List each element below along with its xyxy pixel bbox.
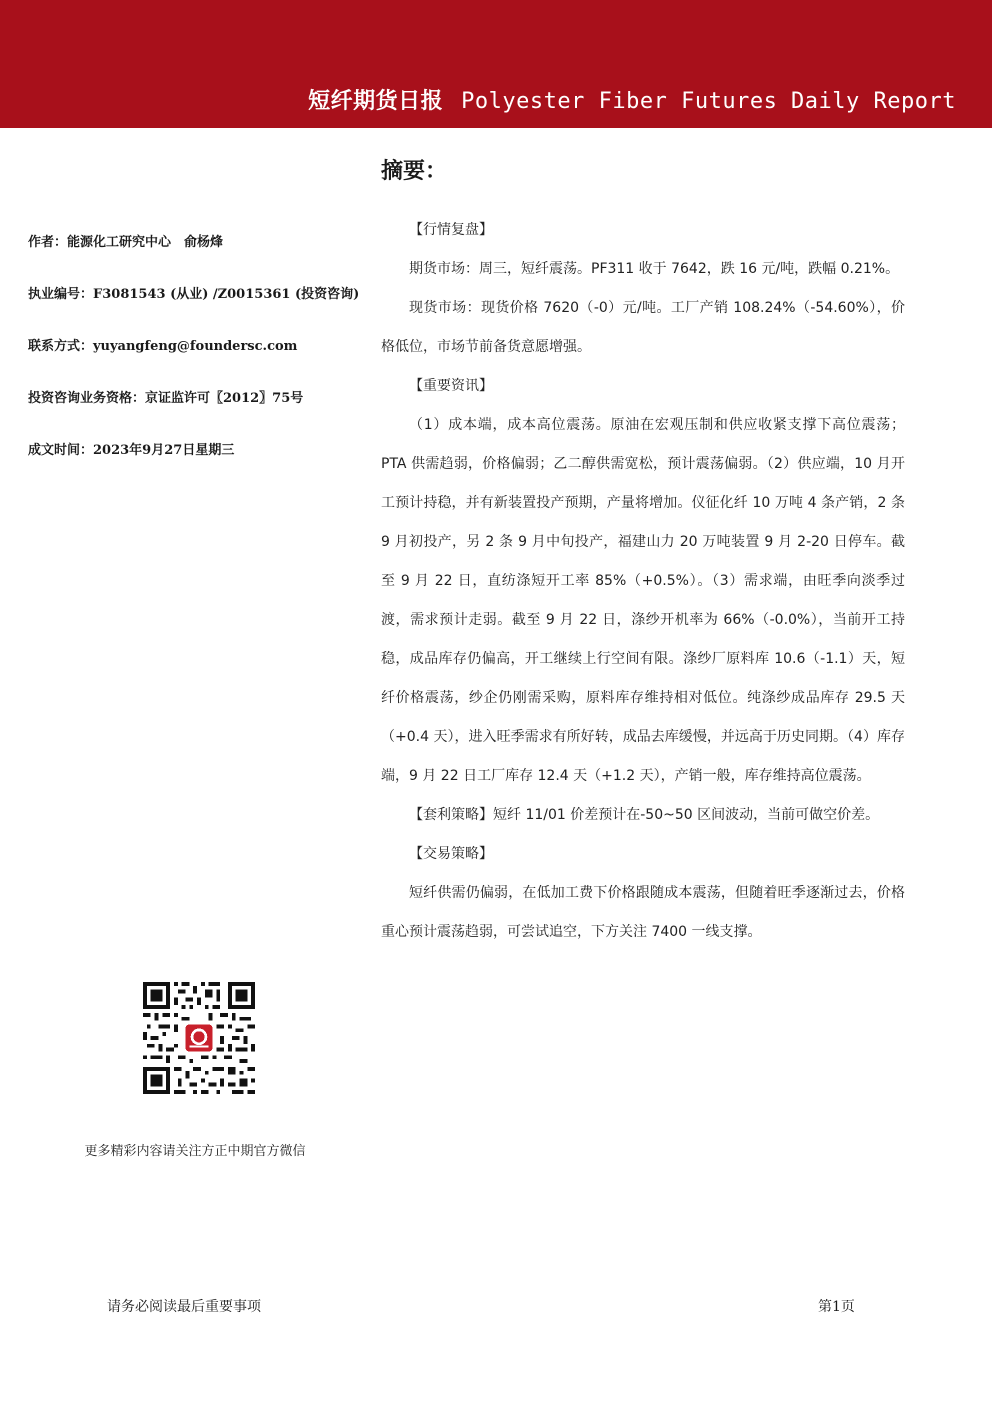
- qr-caption: 更多精彩内容请关注方正中期官方微信: [84, 1144, 306, 1159]
- report-body: [381, 211, 905, 952]
- contact-line: 联系方式：yuyangfeng@foundersc.com: [28, 339, 298, 354]
- news-heading: 【重要资讯】: [409, 378, 493, 394]
- footer-notice: 请务必阅读最后重要事项: [107, 1299, 261, 1315]
- qualification-line: 投资咨询业务资格：京证监许可〖2012〗75号: [28, 391, 304, 406]
- author-info: [28, 230, 368, 490]
- spot-market-paragraph: 现货市场：现货价格 7620（-0）元/吨。工厂产销 108.24%（-54.60%），价格低位，市场节前备货意愿增强。: [381, 300, 905, 355]
- summary-heading: 摘要：: [381, 159, 448, 184]
- report-title: [308, 84, 956, 115]
- date-line: 成文时间：2023年9月27日星期三: [28, 443, 235, 458]
- header-banner: [0, 0, 992, 128]
- market-review-heading: 【行情复盘】: [409, 222, 493, 238]
- qr-code-icon: [143, 982, 255, 1094]
- report-title-cn: 短纤期货日报: [308, 89, 444, 114]
- futures-market-paragraph: 期货市场：周三，短纤震荡。PF311 收于 7642，跌 16 元/吨，跌幅 0.21%。: [409, 261, 900, 277]
- news-paragraph: （1）成本端，成本高位震荡。原油在宏观压制和供应收紧支撑下高位震荡；PTA 供需趋弱，价格偏弱；乙二醇供需宽松，预计震荡偏弱。（2）供应端，10 月开工预计持稳，并有新装置投产预期，产量将增加。仪征化纤 10 万吨 4 条产销，2 条 9 月初投产，另 2 条 9 月中旬投产，福建山力 20 万吨装置 9 月 2-20 日停车。截至 9 月 22 日，直纺涤短开工率 85%（+0.5%）。（3）需求端，由旺季向淡季过渡，需求预计走弱。截至 9 月 22 日，涤纱开机率为 66%（-0.0%），当前开工持稳，成品库存仍偏高，开工继续上行空间有限。涤纱厂原料库 10.6（-1.1）天，短纤价格震荡，纱企仍刚需采购，原料库存维持相对低位。纯涤纱成品库存 29.5 天（+0.4 天），进入旺季需求有所好转，成品去库缓慢，并远高于历史同期。（4）库存端，9 月 22 日工厂库存 12.4 天（+1.2 天），产销一般，库存维持高位震荡。: [381, 417, 905, 784]
- trading-paragraph: 短纤供需仍偏弱，在低加工费下价格跟随成本震荡，但随着旺季逐渐过去，价格重心预计震荡趋弱，可尝试追空，下方关注 7400 一线支撑。: [381, 885, 905, 940]
- arbitrage-paragraph: 【套利策略】短纤 11/01 价差预计在-50~50 区间波动，当前可做空价差。: [409, 807, 880, 823]
- license-line: 执业编号：F3081543 (从业) /Z0015361 (投资咨询): [28, 287, 360, 302]
- trading-heading: 【交易策略】: [409, 846, 493, 862]
- report-title-en: Polyester Fiber Futures Daily Report: [461, 89, 956, 114]
- author-line: 作者：能源化工研究中心 俞杨烽: [28, 235, 224, 250]
- page-number: 第1页: [818, 1299, 855, 1315]
